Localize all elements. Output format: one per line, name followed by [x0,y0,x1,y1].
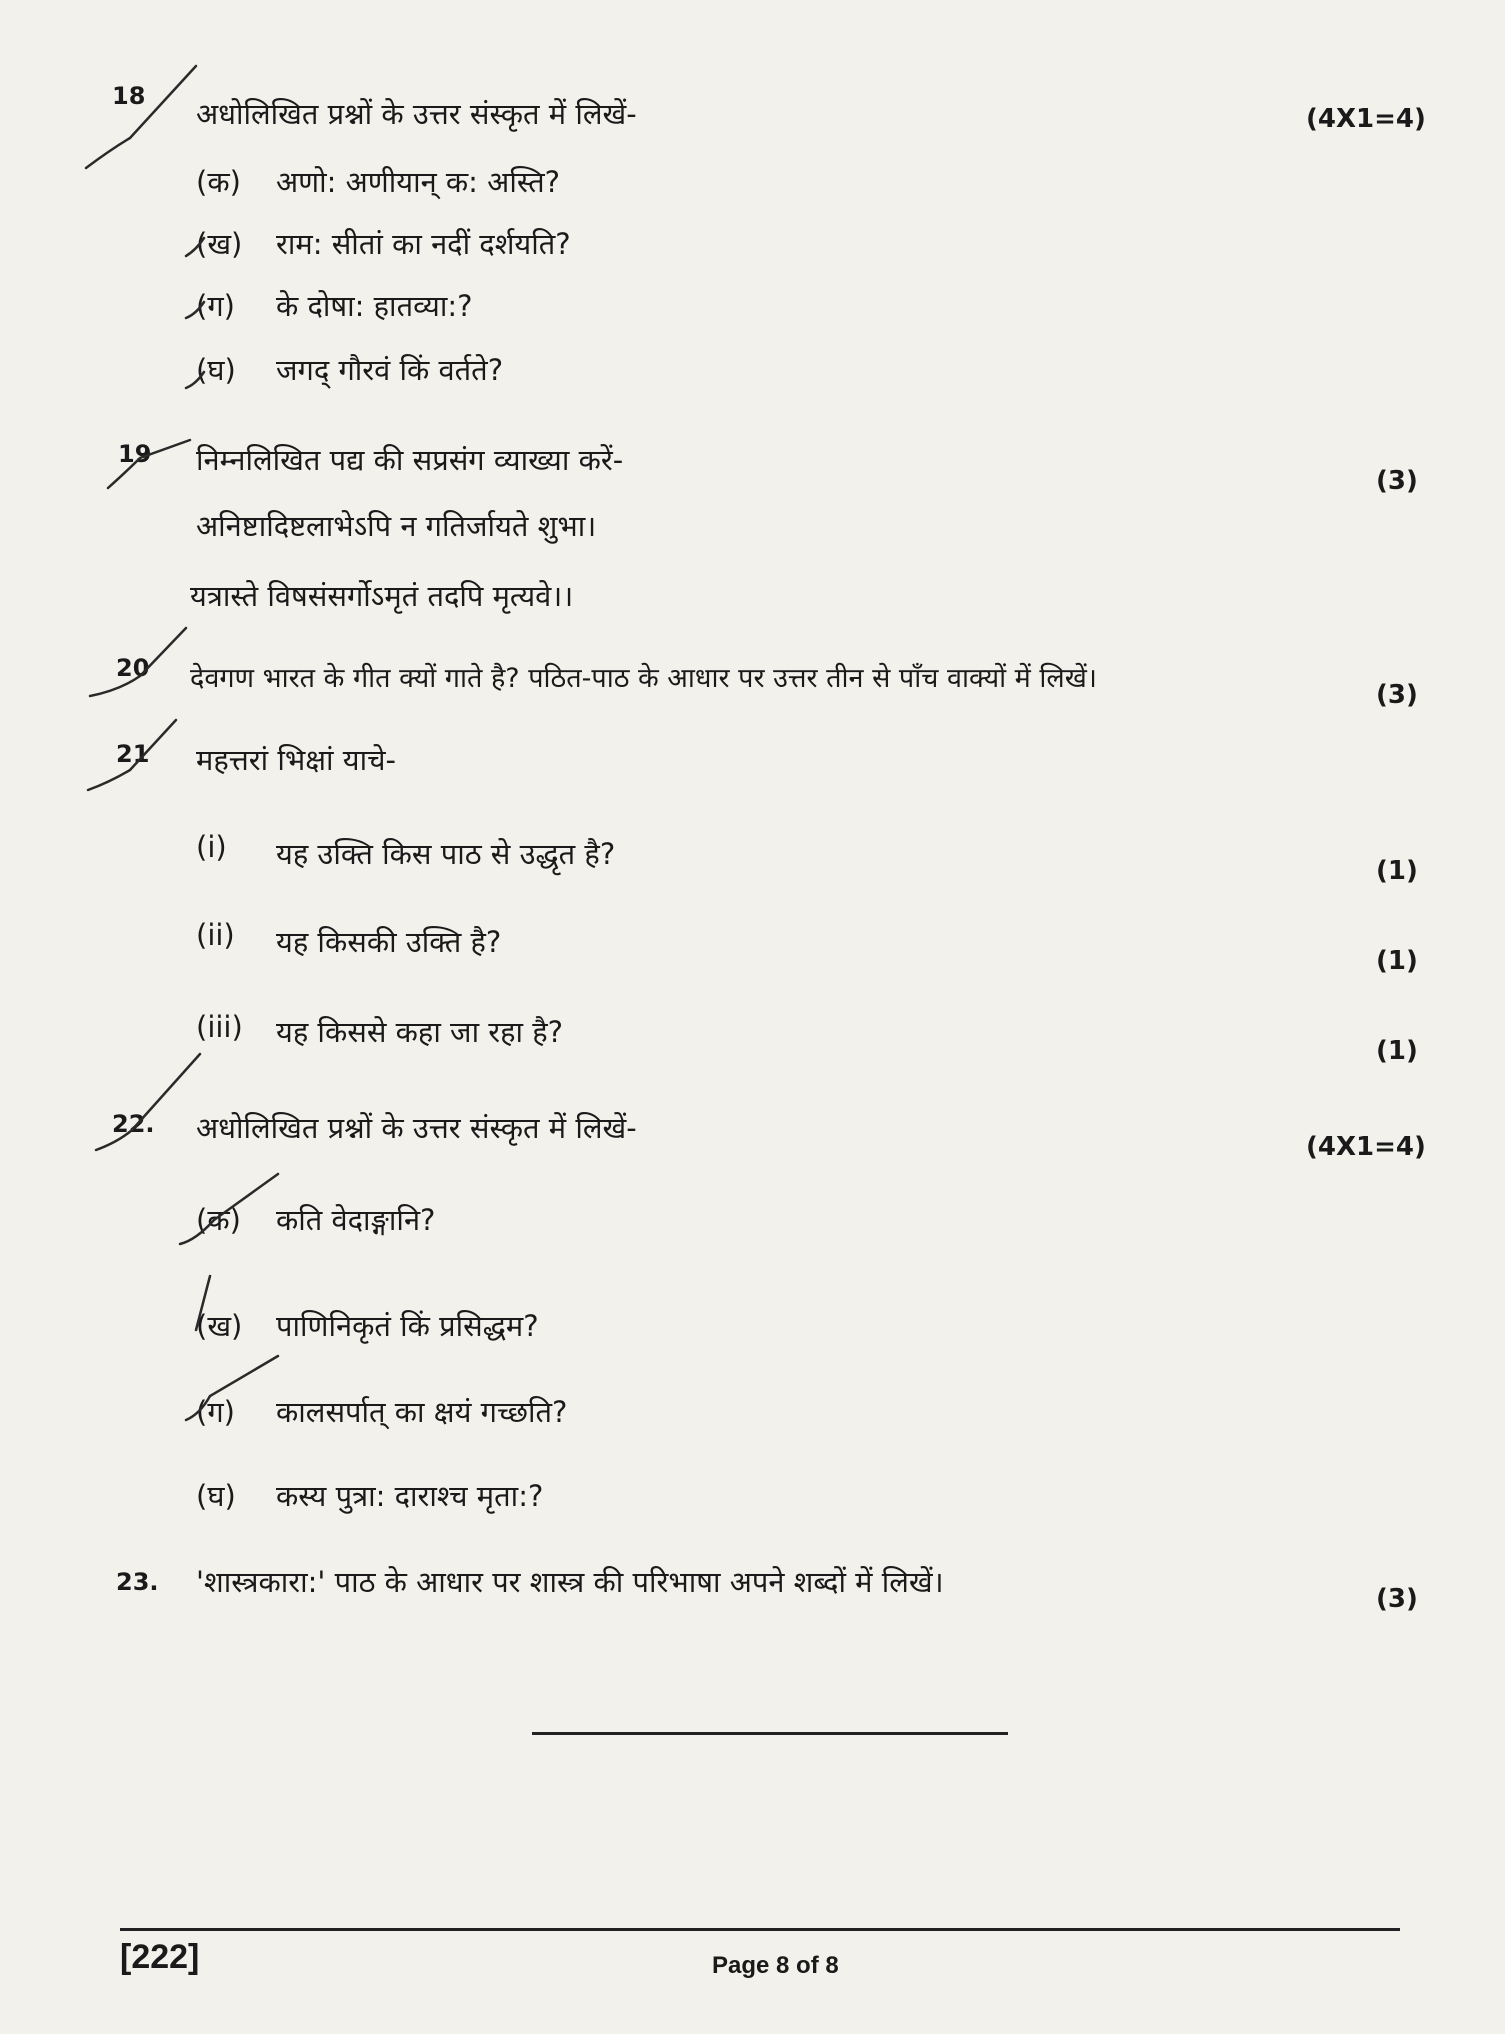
question-marks: (4X1=4) [1306,1132,1426,1162]
question-marks: (4X1=4) [1306,104,1426,134]
question-number: 22. [112,1110,155,1138]
question-number: 21 [116,740,150,768]
subpart-label: (ii) [196,918,235,952]
verse-line: अनिष्टादिष्टलाभेऽपि न गतिर्जायते शुभा। [196,509,597,543]
option-label: (घ) [196,353,236,387]
option-text: पाणिनिकृतं किं प्रसिद्धम? [276,1309,539,1343]
option-label: (ग) [196,289,235,323]
question-text: निम्नलिखित पद्य की सप्रसंग व्याख्या करें- [196,443,624,477]
option-label: (ख) [196,227,243,261]
question-text: महत्तरां भिक्षां याचे- [196,743,397,777]
page-number: Page 8 of 8 [712,1952,839,1979]
option-text: के दोषा: हातव्या:? [276,289,473,323]
end-rule [532,1732,1008,1735]
paper-code: [222] [120,1938,200,1976]
question-text: अधोलिखित प्रश्नों के उत्तर संस्कृत में लिखें- [196,97,637,131]
question-marks: (3) [1376,680,1418,710]
question-marks: (3) [1376,466,1418,496]
subpart-marks: (1) [1376,946,1418,976]
question-number: 23. [116,1568,159,1596]
question-text: 'शास्त्रकारा:' पाठ के आधार पर शास्त्र की परिभाषा अपने शब्दों में लिखें। [196,1565,944,1599]
subpart-marks: (1) [1376,856,1418,886]
option-label: (ग) [196,1395,235,1429]
question-number: 19 [118,440,152,468]
option-label: (ख) [196,1309,243,1343]
subpart-marks: (1) [1376,1036,1418,1066]
subpart-label: (i) [196,830,227,864]
option-label: (घ) [196,1479,236,1513]
question-number: 20 [116,654,150,682]
footer-rule [120,1928,1400,1931]
question-text: देवगण भारत के गीत क्यों गाते है? पठित-पाठ के आधार पर उत्तर तीन से पाँच वाक्यों में लिखें। [190,663,1098,694]
option-label: (क) [196,165,241,199]
question-marks: (3) [1376,1584,1418,1614]
subpart-text: यह किससे कहा जा रहा है? [276,1015,564,1049]
verse-line: यत्रास्ते विषसंसर्गोऽमृतं तदपि मृत्यवे।। [190,579,574,613]
option-text: कति वेदाङ्गानि? [276,1203,436,1237]
subpart-label: (iii) [196,1010,243,1044]
option-text: राम: सीतां का नदीं दर्शयति? [276,227,571,261]
question-number: 18 [112,82,146,110]
option-text: कस्य पुत्रा: दाराश्च मृता:? [276,1479,544,1513]
question-text: अधोलिखित प्रश्नों के उत्तर संस्कृत में लिखें- [196,1111,637,1145]
subpart-text: यह किसकी उक्ति है? [276,925,502,959]
option-text: अणो: अणीयान् क: अस्ति? [276,165,561,199]
subpart-text: यह उक्ति किस पाठ से उद्धृत है? [276,837,616,871]
option-text: कालसर्पात् का क्षयं गच्छति? [276,1395,568,1429]
option-label: (क) [196,1203,241,1237]
option-text: जगद् गौरवं किं वर्तते? [276,353,504,387]
